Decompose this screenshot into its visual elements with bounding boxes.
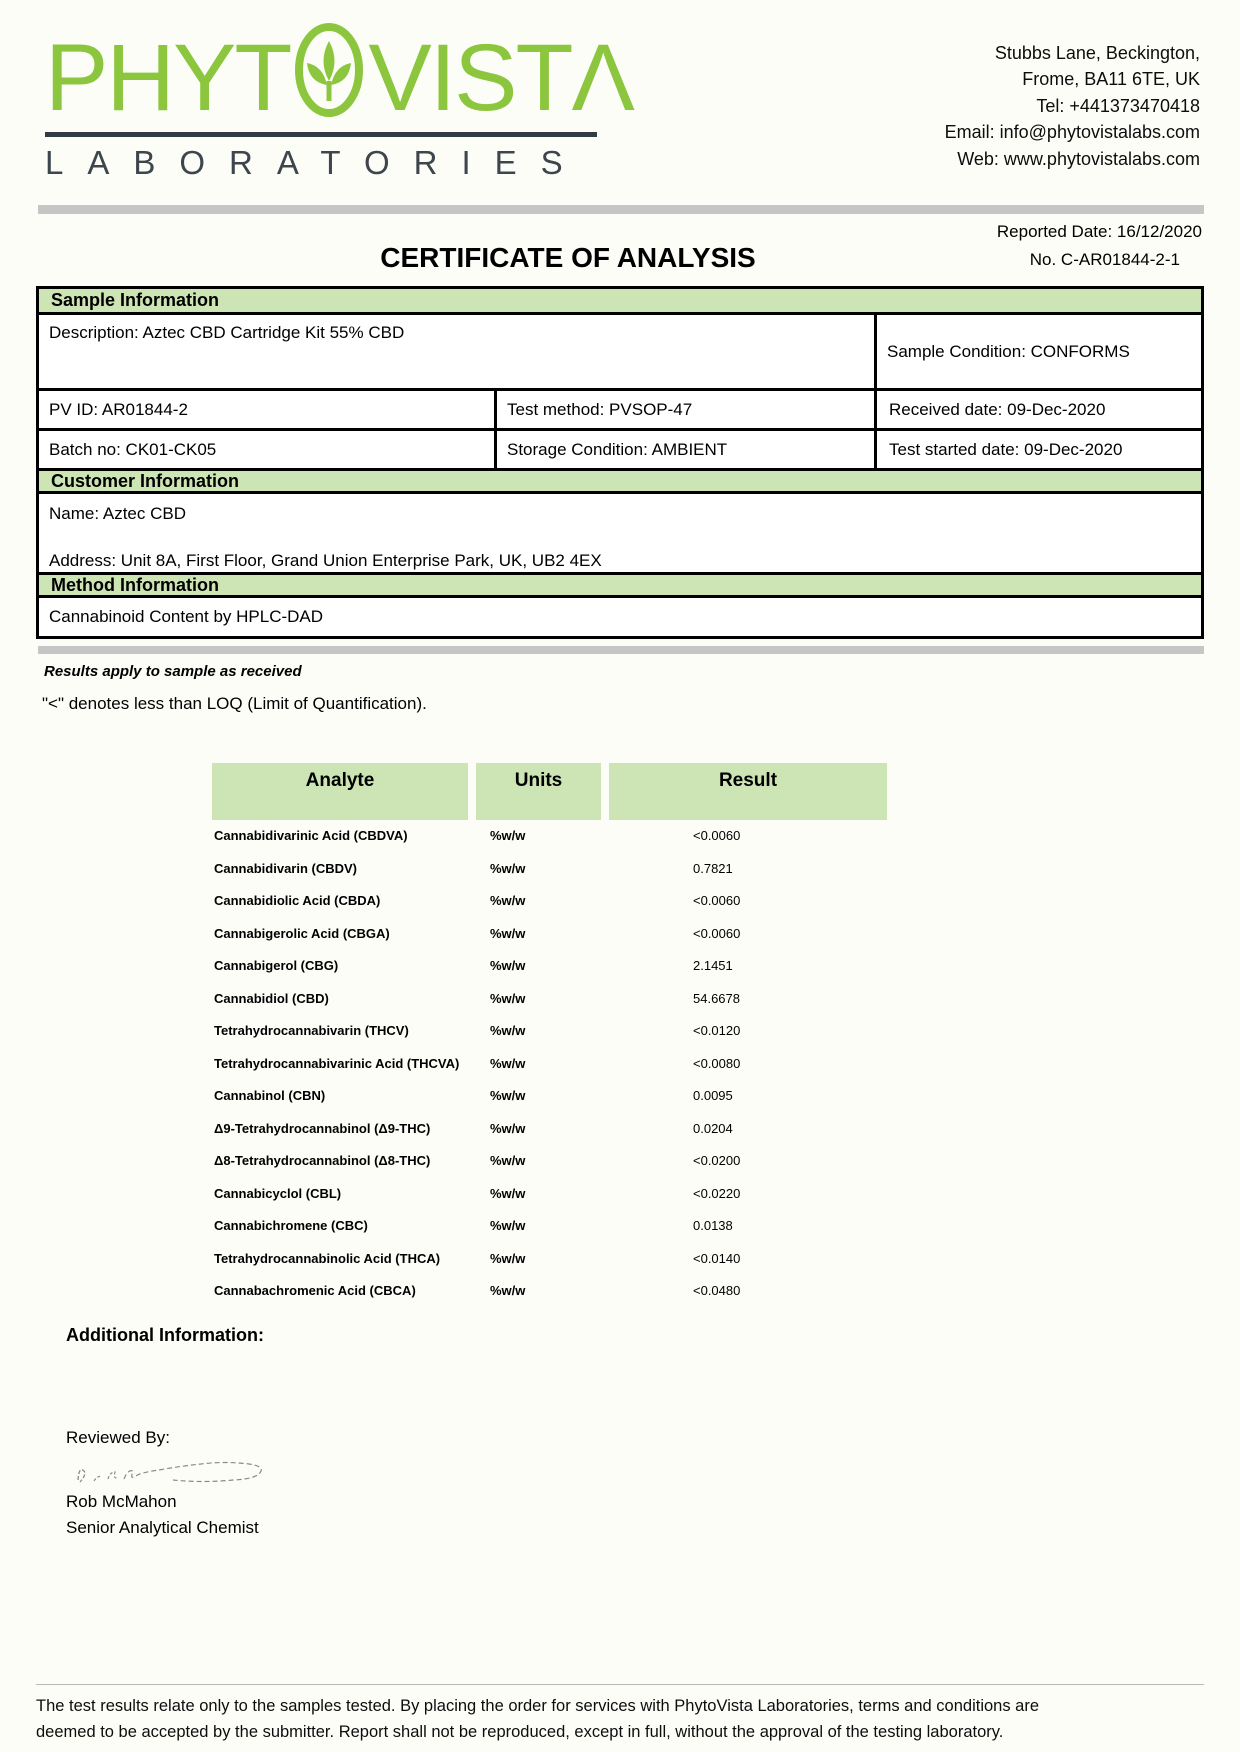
analyte-units: %w/w	[490, 1088, 526, 1103]
analyte-name: Cannabidivarinic Acid (CBDVA)	[214, 828, 408, 843]
analyte-result: 54.6678	[693, 990, 740, 1006]
analyte-result: <0.0060	[693, 828, 741, 843]
column-header-result: Result	[609, 763, 887, 820]
analyte-name: Δ9-Tetrahydrocannabinol (Δ9-THC)	[214, 1120, 431, 1136]
reviewer-name: Rob McMahon	[66, 1492, 177, 1511]
analyte-units: %w/w	[490, 1055, 526, 1071]
sample-condition: Sample Condition: CONFORMS	[887, 341, 1130, 361]
footer-line2: deemed to be accepted by the submitter. Report shall not be reproduced, except in full, without the approval of the testing laboratory.	[36, 1722, 1004, 1741]
section-divider-bar	[38, 646, 1204, 654]
additional-information-label: Additional Information:	[66, 1325, 264, 1345]
information-block	[36, 286, 1204, 639]
footer-disclaimer	[36, 1684, 1204, 1745]
analyte-name: Cannabidiol (CBD)	[214, 990, 329, 1006]
customer-details	[39, 494, 1201, 572]
results-table-row	[212, 1153, 887, 1186]
analyte-result: 0.0204	[693, 1120, 733, 1136]
analyte-units: %w/w	[490, 1283, 526, 1298]
analyte-name: Tetrahydrocannabivarinic Acid (THCVA)	[214, 1055, 460, 1071]
logo-wordmark	[45, 24, 633, 131]
contact-address-line1: Stubbs Lane, Beckington,	[994, 43, 1200, 63]
test-started-date: Test started date: 09-Dec-2020	[889, 439, 1123, 459]
logo-subtitle: LABORATORIES	[45, 144, 587, 181]
customer-name: Name: Aztec CBD	[49, 504, 186, 523]
contact-web: Web: www.phytovistalabs.com	[957, 148, 1200, 169]
page-title: CERTIFICATE OF ANALYSIS	[380, 242, 756, 273]
analyte-result: <0.0080	[693, 1055, 741, 1071]
analyte-units: %w/w	[490, 1153, 526, 1168]
results-table-row	[212, 1023, 887, 1056]
analyte-result: 0.0138	[693, 1218, 733, 1233]
analyte-result: <0.0060	[693, 893, 741, 908]
results-table-body	[212, 828, 887, 1316]
sample-ids-row	[39, 388, 1201, 428]
pv-id: PV ID: AR01844-2	[39, 391, 497, 428]
batch-no: Batch no: CK01-CK05	[39, 431, 497, 468]
logo-text-end: Λ	[571, 24, 633, 131]
results-table	[212, 763, 887, 1316]
sample-description: Description: Aztec CBD Cartridge Kit 55% CBD	[39, 315, 877, 388]
analyte-units: %w/w	[490, 1185, 526, 1201]
results-table-header	[212, 763, 887, 820]
results-table-row	[212, 926, 887, 959]
analyte-result: <0.0200	[693, 1153, 741, 1168]
analyte-name: Cannabigerol (CBG)	[214, 958, 339, 973]
sample-information-header: Sample Information	[39, 289, 1201, 315]
reviewed-by-label: Reviewed By:	[66, 1428, 170, 1447]
column-header-units: Units	[476, 763, 601, 820]
results-table-row	[212, 1121, 887, 1154]
lab-contact-info	[945, 40, 1200, 172]
analyte-result: 0.7821	[693, 860, 733, 876]
analyte-units: %w/w	[490, 1218, 526, 1233]
results-table-row	[212, 958, 887, 991]
results-table-row	[212, 893, 887, 926]
analyte-result: <0.0220	[693, 1185, 741, 1201]
leaf-icon	[292, 21, 366, 135]
contact-phone: Tel: +441373470418	[1036, 95, 1200, 116]
batch-row	[39, 428, 1201, 468]
analyte-units: %w/w	[490, 1023, 526, 1038]
analyte-name: Cannabidiolic Acid (CBDA)	[214, 893, 381, 908]
analyte-result: <0.0120	[693, 1023, 741, 1038]
analyte-name: Cannabachromenic Acid (CBCA)	[214, 1283, 416, 1298]
reviewer-title: Senior Analytical Chemist	[66, 1518, 259, 1537]
certificate-number: No. C-AR01844-2-1	[1029, 250, 1180, 269]
results-table-row	[212, 1251, 887, 1284]
analyte-units: %w/w	[490, 1250, 526, 1266]
analyte-units: %w/w	[490, 1120, 526, 1136]
column-header-analyte: Analyte	[212, 763, 468, 820]
analyte-units: %w/w	[490, 958, 526, 973]
analyte-result: <0.0140	[693, 1250, 741, 1266]
customer-address: Address: Unit 8A, First Floor, Grand Union Enterprise Park, UK, UB2 4EX	[49, 551, 602, 570]
handwritten-signature	[68, 1448, 278, 1495]
analyte-units: %w/w	[490, 925, 526, 941]
analyte-name: Tetrahydrocannabivarin (THCV)	[214, 1023, 409, 1038]
received-date: Received date: 09-Dec-2020	[889, 399, 1106, 419]
results-table-row	[212, 1186, 887, 1219]
analyte-name: Cannabichromene (CBC)	[214, 1218, 368, 1233]
analyte-units: %w/w	[490, 860, 526, 876]
analyte-name: Cannabinol (CBN)	[214, 1088, 326, 1103]
analyte-result: 2.1451	[693, 958, 733, 973]
results-table-row	[212, 991, 887, 1024]
results-table-row	[212, 861, 887, 894]
method-information-header: Method Information	[39, 572, 1201, 598]
header-divider-bar	[38, 205, 1204, 214]
analyte-units: %w/w	[490, 828, 526, 843]
phytovista-logo	[45, 24, 633, 182]
analyte-name: Cannabicyclol (CBL)	[214, 1185, 342, 1201]
analyte-units: %w/w	[490, 893, 526, 908]
method-description: Cannabinoid Content by HPLC-DAD	[49, 607, 324, 626]
analyte-name: Cannabigerolic Acid (CBGA)	[214, 925, 390, 941]
loq-note: "<" denotes less than LOQ (Limit of Quantification).	[42, 694, 427, 713]
contact-email: Email: info@phytovistalabs.com	[944, 122, 1200, 143]
test-method: Test method: PVSOP-47	[497, 391, 877, 428]
contact-address-line2: Frome, BA11 6TE, UK	[1022, 69, 1200, 90]
analyte-name: Δ8-Tetrahydrocannabinol (Δ8-THC)	[214, 1153, 431, 1168]
analyte-result: 0.0095	[693, 1088, 733, 1103]
logo-text-left: PHYT	[45, 24, 291, 131]
analyte-result: <0.0480	[693, 1283, 741, 1298]
results-apply-note: Results apply to sample as received	[44, 663, 302, 680]
results-table-row	[212, 1088, 887, 1121]
analyte-name: Tetrahydrocannabinolic Acid (THCA)	[214, 1250, 441, 1266]
analyte-name: Cannabidivarin (CBDV)	[214, 860, 358, 876]
results-table-row	[212, 1218, 887, 1251]
footer-line1: The test results relate only to the samples tested. By placing the order for services with PhytoVista Laboratories, terms and conditions are	[36, 1697, 1040, 1715]
customer-information-header: Customer Information	[39, 468, 1201, 494]
analyte-result: <0.0060	[693, 925, 741, 941]
results-table-row	[212, 1283, 887, 1316]
logo-text-mid: VIST	[368, 24, 572, 131]
results-table-row	[212, 1056, 887, 1089]
reported-date: Reported Date: 16/12/2020	[996, 222, 1202, 241]
analyte-units: %w/w	[490, 990, 526, 1006]
sample-description-row	[39, 315, 1201, 388]
storage-condition: Storage Condition: AMBIENT	[497, 431, 877, 468]
results-table-row	[212, 828, 887, 861]
